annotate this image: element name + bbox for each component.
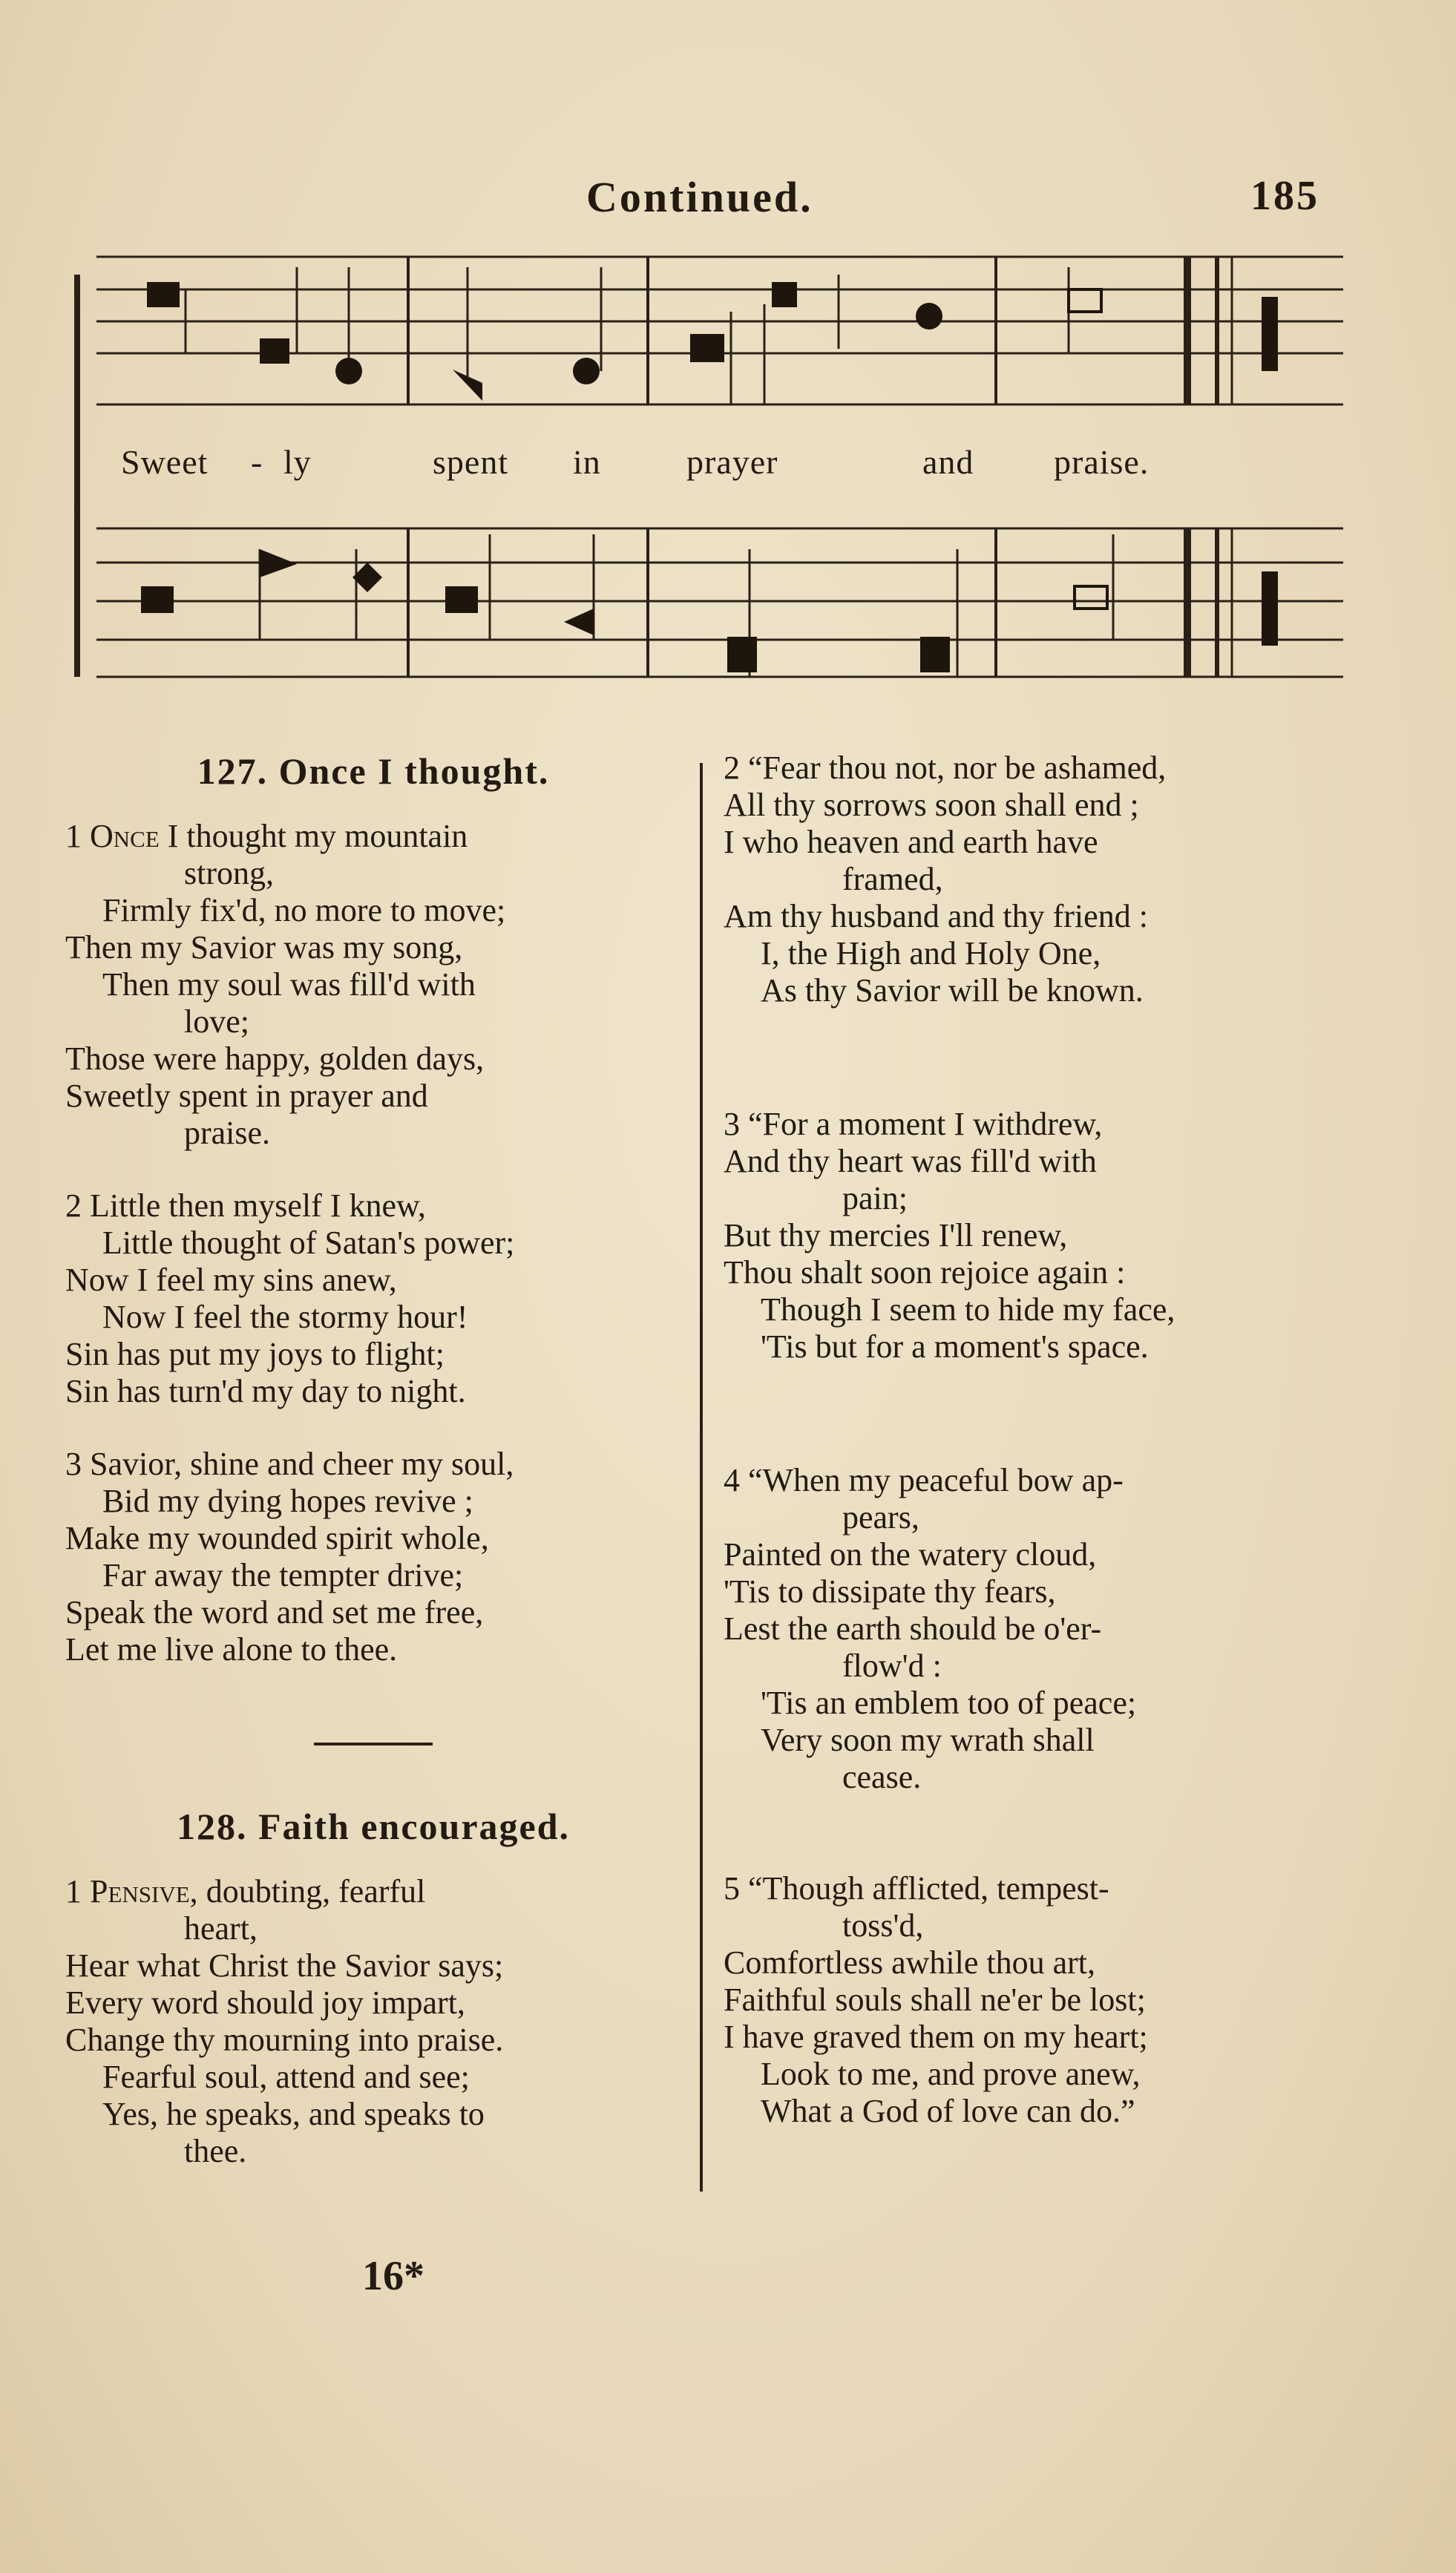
stanza-number: 3: [724, 1106, 740, 1142]
stanza-line: All thy sorrows soon shall end ;: [724, 787, 1139, 823]
stanza-line: Every word should joy impart,: [65, 1984, 465, 2021]
stanza-line: Faithful souls shall ne'er be lost;: [724, 1982, 1146, 2018]
stanza-line: flow'd :: [842, 1648, 942, 1684]
stanza-number: 4: [724, 1462, 740, 1498]
note-half: [1069, 289, 1101, 312]
note-round: [916, 303, 942, 330]
stanza-line: Lest the earth should be o'er-: [724, 1610, 1102, 1647]
note-round: [573, 358, 600, 384]
stanza-number: 2: [65, 1187, 82, 1224]
stanza-line: Bid my dying hopes revive ;: [102, 1483, 473, 1519]
lower-note-stems: [260, 534, 1113, 677]
stanza-line: thee.: [184, 2133, 247, 2169]
right-column: [724, 750, 1347, 2130]
stanza-line: love;: [184, 1003, 249, 1040]
stanza-line-text: “For a moment I withdrew,: [748, 1106, 1103, 1142]
upper-bar-lines: [408, 257, 1232, 404]
stanza-line: But thy mercies I'll renew,: [724, 1217, 1068, 1253]
stanza-line: Firmly fix'd, no more to move;: [102, 892, 506, 928]
stanza-line: Then my soul was fill'd with: [102, 966, 476, 1003]
note-square: [920, 637, 950, 672]
note-triangle: [564, 609, 594, 635]
note-square: [147, 282, 180, 307]
hymn-separator: [314, 1743, 433, 1746]
lyric-word: in: [573, 443, 601, 481]
hymn-heading: 128. Faith encouraged.: [176, 1806, 571, 1847]
note-square: [141, 586, 174, 613]
stanza-line-text: doubting, fearful: [206, 1873, 426, 1910]
stanza-line: 'Tis an emblem too of peace;: [761, 1685, 1137, 1721]
upper-staff-lines: [96, 257, 1343, 404]
stanza-line-text: “Though afflicted, tempest-: [748, 1870, 1109, 1907]
stanza-line: cease.: [842, 1759, 922, 1795]
stanza-line: Make my wounded spirit whole,: [65, 1520, 489, 1556]
running-title: Continued.: [586, 173, 813, 221]
stanza-line: Thou shalt soon rejoice again :: [724, 1254, 1126, 1291]
stanza-line: And thy heart was fill'd with: [724, 1143, 1097, 1179]
stanza-line: pain;: [842, 1180, 908, 1216]
stanza-line: Though I seem to hide my face,: [761, 1291, 1175, 1328]
stanza-line: [724, 750, 1347, 787]
stanza-line-text: “Fear thou not, nor be ashamed,: [748, 750, 1167, 786]
stanza-line: Speak the word and set me free,: [65, 1594, 484, 1630]
stanza-line: Fearful soul, attend and see;: [102, 2059, 470, 2095]
stanza-line: Little thought of Satan's power;: [102, 1225, 515, 1261]
note-square: [260, 338, 289, 364]
stanza: [65, 1446, 681, 1668]
stanza-line: Then my Savior was my song,: [65, 929, 463, 966]
note-square: [727, 637, 757, 672]
stanza-number: 3: [65, 1446, 82, 1482]
lyric-word: and: [922, 443, 974, 481]
note-triangle: [260, 549, 297, 577]
stanza: [724, 1870, 1347, 2130]
stanza-line: Look to me, and prove anew,: [761, 2056, 1141, 2092]
music-score: [0, 0, 1456, 712]
stanza-line: Comfortless awhile thou art,: [724, 1944, 1096, 1981]
stanza-line: I who heaven and earth have: [724, 824, 1098, 860]
lyric-word: ly: [283, 443, 312, 481]
stanza-number: 1: [65, 1873, 82, 1910]
hymn-heading: 127. Once I thought.: [197, 750, 550, 792]
stanza-line: Painted on the watery cloud,: [724, 1536, 1097, 1573]
stanza-line: Hear what Christ the Savior says;: [65, 1947, 504, 1984]
stanza-line: Sin has put my joys to flight;: [65, 1336, 445, 1372]
stanza-number: 1: [65, 818, 82, 854]
lyric-word: praise.: [1054, 443, 1150, 481]
stanza-number: 2: [724, 750, 740, 786]
note-half: [1075, 586, 1107, 609]
note-square: [772, 282, 797, 307]
stanza-line: framed,: [842, 861, 943, 897]
stanza-line: [724, 1462, 1347, 1499]
stanza-line: Far away the tempter drive;: [102, 1557, 464, 1593]
stanza-line: Change thy mourning into praise.: [65, 2022, 504, 2058]
stanza-line: Those were happy, golden days,: [65, 1040, 485, 1077]
lyric-word: prayer: [686, 443, 778, 481]
stanza-line: toss'd,: [842, 1907, 924, 1944]
stanza-line: Sin has turn'd my day to night.: [65, 1373, 466, 1409]
final-note: [1262, 571, 1278, 646]
stanza: [724, 1462, 1347, 1796]
stanza-first-word: Once: [90, 818, 160, 854]
note-round: [335, 358, 362, 384]
stanza: [65, 818, 681, 1152]
stanza-line-text: Little then myself I knew,: [90, 1187, 426, 1224]
stanza-line: Very soon my wrath shall: [761, 1722, 1095, 1758]
stanza-line: What a God of love can do.”: [761, 2093, 1135, 2129]
stanza-line: Now I feel the stormy hour!: [102, 1299, 468, 1335]
stanza-line: Sweetly spent in prayer and: [65, 1078, 428, 1114]
stanza-line: strong,: [184, 855, 274, 891]
stanza-line: [724, 1870, 1347, 1907]
lyric-hyphen: -: [251, 443, 263, 481]
stanza-line: [65, 818, 681, 855]
stanza-line: I, the High and Holy One,: [761, 935, 1101, 971]
stanza-line: praise.: [184, 1115, 271, 1151]
stanza: [65, 1873, 681, 2170]
stanza: [724, 750, 1347, 1009]
lyric-word: Sweet: [121, 443, 209, 481]
lower-staff-lines: [96, 528, 1343, 677]
upper-note-stems: [186, 267, 1069, 404]
stanza-line: Yes, he speaks, and speaks to: [102, 2096, 485, 2132]
stanza-line: Let me live alone to thee.: [65, 1631, 398, 1668]
stanza-line: [65, 1873, 681, 1910]
stanza-line: Now I feel my sins anew,: [65, 1262, 397, 1298]
stanza-number: 5: [724, 1870, 740, 1907]
stanza-line: 'Tis to dissipate thy fears,: [724, 1573, 1056, 1610]
stanza-line: Am thy husband and thy friend :: [724, 898, 1148, 934]
stanza-line-text: Savior, shine and cheer my soul,: [90, 1446, 514, 1482]
stanza-line: [65, 1187, 681, 1225]
note-square: [445, 586, 478, 613]
stanza: [65, 1187, 681, 1410]
stanza-line-text: I thought my mountain: [167, 818, 468, 854]
stanza-line: [724, 1106, 1347, 1143]
left-column: [65, 750, 681, 2170]
stanza-line: pears,: [842, 1499, 919, 1535]
stanza-line-text: “When my peaceful bow ap-: [748, 1462, 1124, 1498]
page-number: 185: [1250, 173, 1319, 219]
column-divider: [700, 763, 703, 2192]
lyric-word: spent: [433, 443, 509, 481]
stanza-line: 'Tis but for a moment's space.: [761, 1328, 1149, 1365]
stanza-line: I have graved them on my heart;: [724, 2019, 1148, 2055]
stanza-first-word: Pensive,: [90, 1873, 198, 1910]
note-square: [690, 334, 724, 362]
stanza: [724, 1106, 1347, 1366]
stanza-line: As thy Savior will be known.: [761, 972, 1144, 1009]
final-note: [1262, 297, 1278, 371]
stanza-line: heart,: [184, 1910, 258, 1947]
signature-mark: 16*: [362, 2253, 424, 2299]
stanza-line: [65, 1446, 681, 1483]
